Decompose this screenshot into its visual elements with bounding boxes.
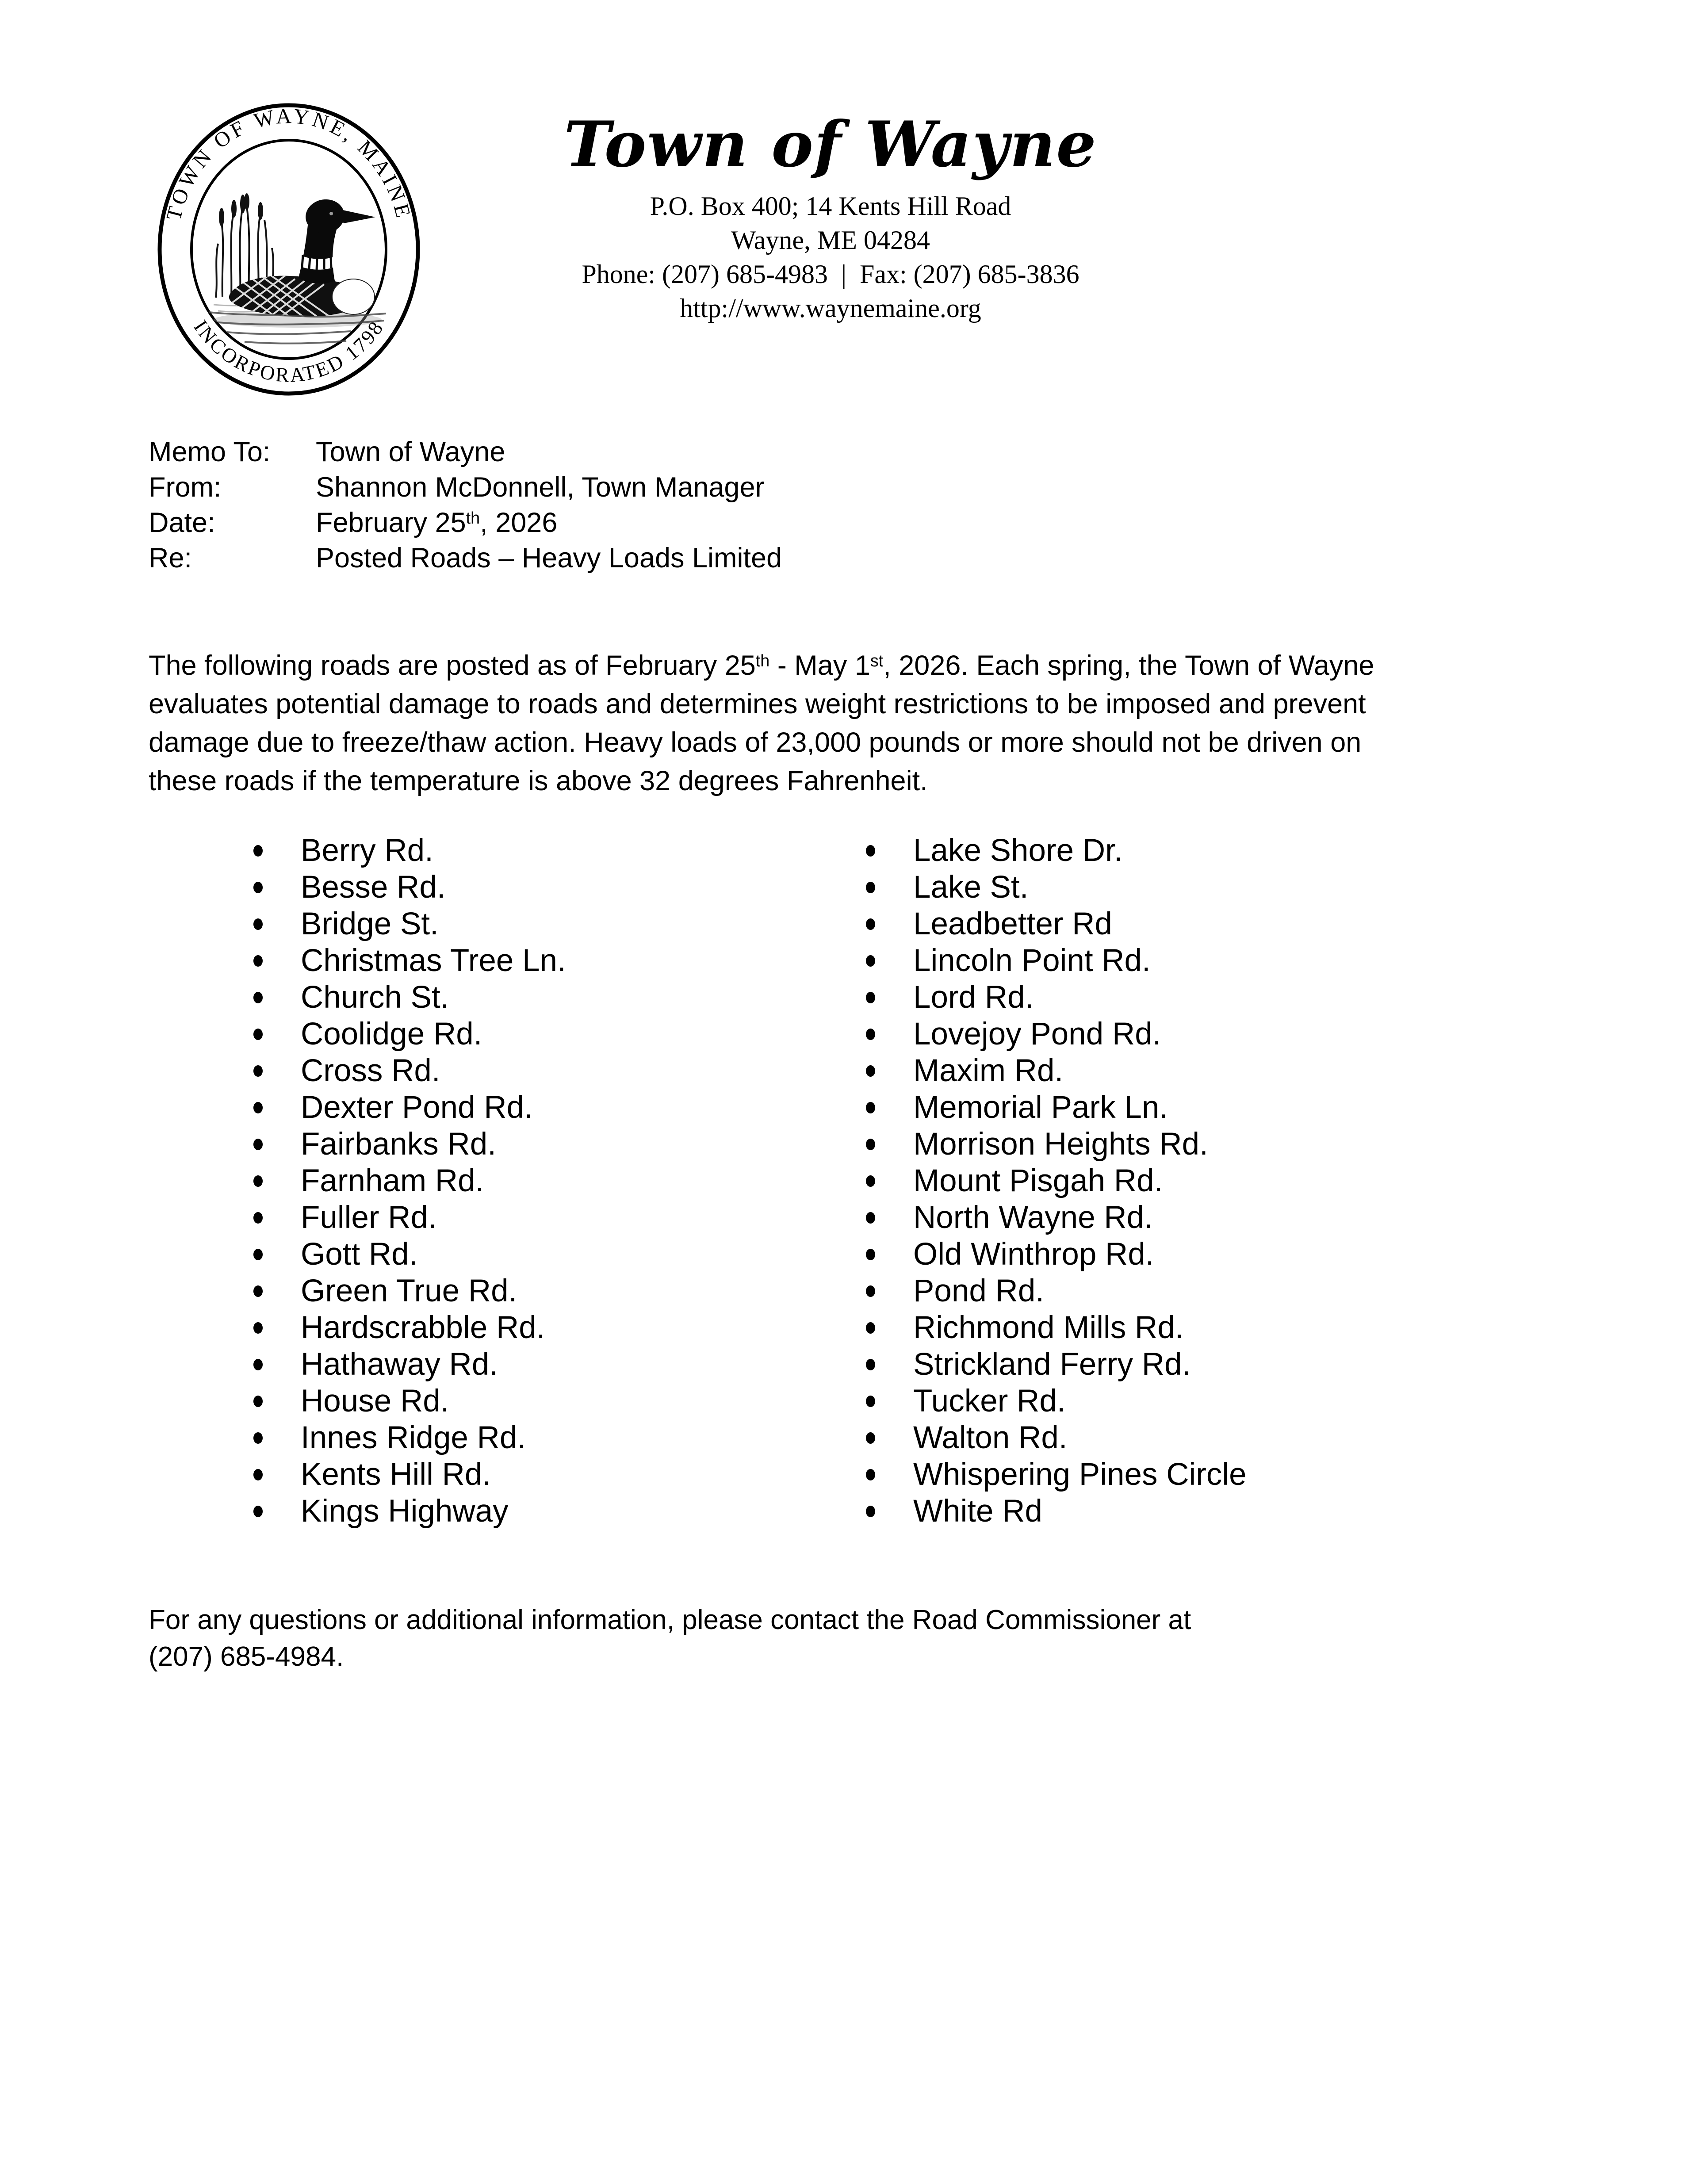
memo-row xyxy=(149,434,782,470)
bullet-icon xyxy=(253,1175,263,1187)
road-name: Bridge St. xyxy=(301,906,439,941)
road-item xyxy=(866,1089,1247,1126)
bullet-icon xyxy=(253,955,263,967)
road-item xyxy=(866,1163,1247,1199)
bullet-icon xyxy=(866,1212,875,1224)
paragraph-line: these roads if the temperature is above 32 degrees Fahrenheit. xyxy=(149,765,928,796)
body-paragraph xyxy=(149,646,1374,800)
road-item xyxy=(866,906,1247,942)
bullet-icon xyxy=(253,1285,263,1297)
bullet-icon xyxy=(253,918,263,930)
road-name: Fuller Rd. xyxy=(301,1200,437,1235)
memo-header-block xyxy=(149,434,782,576)
footer-line: For any questions or additional information, please contact the Road Commissioner at xyxy=(149,1605,1191,1635)
bullet-icon xyxy=(253,1102,263,1113)
bullet-icon xyxy=(866,882,875,893)
road-item xyxy=(866,1199,1247,1236)
bullet-icon xyxy=(866,1396,875,1407)
road-name: Lake St. xyxy=(913,870,1029,905)
road-name: Farnham Rd. xyxy=(301,1163,484,1198)
road-name: Cross Rd. xyxy=(301,1053,440,1088)
road-item xyxy=(866,1346,1247,1383)
road-item xyxy=(253,1346,566,1383)
memo-field-value: Shannon McDonnell, Town Manager xyxy=(316,472,765,503)
document-title: Town of Wayne xyxy=(564,108,1097,181)
footer-contact xyxy=(149,1602,1191,1675)
road-name: Morrison Heights Rd. xyxy=(913,1127,1208,1162)
bullet-icon xyxy=(866,992,875,1003)
bullet-icon xyxy=(866,918,875,930)
bullet-icon xyxy=(866,1102,875,1113)
road-item xyxy=(866,1419,1247,1456)
road-name: Innes Ridge Rd. xyxy=(301,1420,526,1455)
town-seal-logo xyxy=(156,102,421,397)
bullet-icon xyxy=(866,1249,875,1260)
bullet-icon xyxy=(866,1065,875,1077)
bullet-icon xyxy=(253,845,263,857)
road-name: Mount Pisgah Rd. xyxy=(913,1163,1163,1198)
road-item xyxy=(253,1236,566,1273)
road-item xyxy=(866,869,1247,906)
road-item xyxy=(253,1052,566,1089)
road-item xyxy=(253,1309,566,1346)
bullet-icon xyxy=(866,1285,875,1297)
road-item xyxy=(866,1236,1247,1273)
road-name: House Rd. xyxy=(301,1384,449,1419)
bullet-icon xyxy=(253,1359,263,1370)
road-name: Kings Highway xyxy=(301,1494,509,1529)
bullet-icon xyxy=(866,1322,875,1334)
road-name: Christmas Tree Ln. xyxy=(301,943,566,978)
bullet-icon xyxy=(253,1065,263,1077)
road-name: Maxim Rd. xyxy=(913,1053,1064,1088)
memo-row xyxy=(149,470,782,505)
road-item xyxy=(866,1493,1247,1530)
road-list-right xyxy=(866,832,1247,1530)
website-line: http://www.waynemaine.org xyxy=(680,294,981,323)
road-item xyxy=(253,1383,566,1419)
road-item xyxy=(866,1309,1247,1346)
loon-icon xyxy=(209,193,386,344)
memo-field-label: Re: xyxy=(149,543,192,574)
road-name: Pond Rd. xyxy=(913,1274,1045,1308)
road-name: Strickland Ferry Rd. xyxy=(913,1347,1191,1382)
road-name: Berry Rd. xyxy=(301,833,433,868)
memo-field-label: From: xyxy=(149,472,222,503)
road-name: North Wayne Rd. xyxy=(913,1200,1153,1235)
road-item xyxy=(253,979,566,1016)
bullet-icon xyxy=(866,1506,875,1517)
road-item xyxy=(866,979,1247,1016)
seal-top-arc-text: TOWN OF WAYNE, MAINE xyxy=(162,104,416,223)
road-name: Tucker Rd. xyxy=(913,1384,1066,1419)
road-name: Lincoln Point Rd. xyxy=(913,943,1151,978)
road-item xyxy=(253,1456,566,1493)
bullet-icon xyxy=(253,1322,263,1334)
road-item xyxy=(253,1493,566,1530)
memo-row xyxy=(149,505,782,540)
road-name: Lord Rd. xyxy=(913,980,1034,1015)
memo-field-value: Posted Roads – Heavy Loads Limited xyxy=(316,543,782,574)
road-name: Hardscrabble Rd. xyxy=(301,1310,545,1345)
road-name: Leadbetter Rd xyxy=(913,906,1112,941)
paragraph-line: The following roads are posted as of February 25th - May 1st, 2026. Each spring, the Town of Wayne xyxy=(149,650,1374,681)
bullet-icon xyxy=(253,1029,263,1040)
memo-row xyxy=(149,540,782,576)
road-item xyxy=(866,942,1247,979)
road-name: White Rd xyxy=(913,1494,1042,1529)
road-name: Dexter Pond Rd. xyxy=(301,1090,533,1125)
bullet-icon xyxy=(253,1432,263,1444)
road-item xyxy=(253,869,566,906)
bullet-icon xyxy=(253,1396,263,1407)
paragraph-line: damage due to freeze/thaw action. Heavy loads of 23,000 pounds or more should not be driven on xyxy=(149,727,1362,758)
memo-field-value: February 25th, 2026 xyxy=(316,507,558,538)
bullet-icon xyxy=(253,882,263,893)
bullet-icon xyxy=(866,1432,875,1444)
road-name: Green True Rd. xyxy=(301,1274,517,1308)
road-item xyxy=(253,1016,566,1052)
road-name: Walton Rd. xyxy=(913,1420,1068,1455)
road-name: Old Winthrop Rd. xyxy=(913,1237,1154,1272)
paragraph-line: evaluates potential damage to roads and determines weight restrictions to be imposed and prevent xyxy=(149,688,1366,719)
bullet-icon xyxy=(866,1139,875,1150)
road-name: Church St. xyxy=(301,980,449,1015)
road-name: Richmond Mills Rd. xyxy=(913,1310,1184,1345)
road-item xyxy=(253,906,566,942)
road-name: Gott Rd. xyxy=(301,1237,418,1272)
road-item xyxy=(253,1163,566,1199)
bullet-icon xyxy=(253,1139,263,1150)
memo-field-value: Town of Wayne xyxy=(316,436,505,467)
road-name: Lake Shore Dr. xyxy=(913,833,1123,868)
seal-bottom-arc-text: INCORPORATED 1798 xyxy=(189,316,388,386)
bullet-icon xyxy=(253,1469,263,1480)
road-item xyxy=(253,1419,566,1456)
bullet-icon xyxy=(866,1469,875,1480)
memo-field-label: Memo To: xyxy=(149,436,271,467)
road-item xyxy=(866,1052,1247,1089)
road-name: Kents Hill Rd. xyxy=(301,1457,491,1492)
road-item xyxy=(253,1273,566,1309)
bullet-icon xyxy=(253,1506,263,1517)
road-name: Besse Rd. xyxy=(301,870,446,905)
bullet-icon xyxy=(253,992,263,1003)
road-item xyxy=(866,832,1247,869)
phone-fax-line: Phone: (207) 685-4983 | Fax: (207) 685-3836 xyxy=(582,260,1079,289)
road-name: Memorial Park Ln. xyxy=(913,1090,1168,1125)
letterhead-address-block xyxy=(521,189,1140,325)
address-line-2: Wayne, ME 04284 xyxy=(731,226,930,255)
letterhead xyxy=(521,108,1140,325)
bullet-icon xyxy=(866,1359,875,1370)
bullet-icon xyxy=(253,1212,263,1224)
road-name: Hathaway Rd. xyxy=(301,1347,498,1382)
road-item xyxy=(253,1199,566,1236)
memo-field-label: Date: xyxy=(149,507,215,538)
road-item xyxy=(253,832,566,869)
road-item xyxy=(253,942,566,979)
bullet-icon xyxy=(866,1029,875,1040)
bullet-icon xyxy=(253,1249,263,1260)
road-name: Coolidge Rd. xyxy=(301,1017,482,1052)
road-name: Whispering Pines Circle xyxy=(913,1457,1247,1492)
bullet-icon xyxy=(866,955,875,967)
road-name: Lovejoy Pond Rd. xyxy=(913,1017,1161,1052)
address-line-1: P.O. Box 400; 14 Kents Hill Road xyxy=(650,191,1011,221)
bullet-icon xyxy=(866,1175,875,1187)
road-item xyxy=(253,1126,566,1163)
road-list-left xyxy=(253,832,566,1530)
road-item xyxy=(866,1273,1247,1309)
road-item xyxy=(253,1089,566,1126)
road-name: Fairbanks Rd. xyxy=(301,1127,496,1162)
road-item xyxy=(866,1456,1247,1493)
road-item xyxy=(866,1016,1247,1052)
road-item xyxy=(866,1383,1247,1419)
bullet-icon xyxy=(866,845,875,857)
footer-line: (207) 685-4984. xyxy=(149,1641,344,1672)
road-item xyxy=(866,1126,1247,1163)
